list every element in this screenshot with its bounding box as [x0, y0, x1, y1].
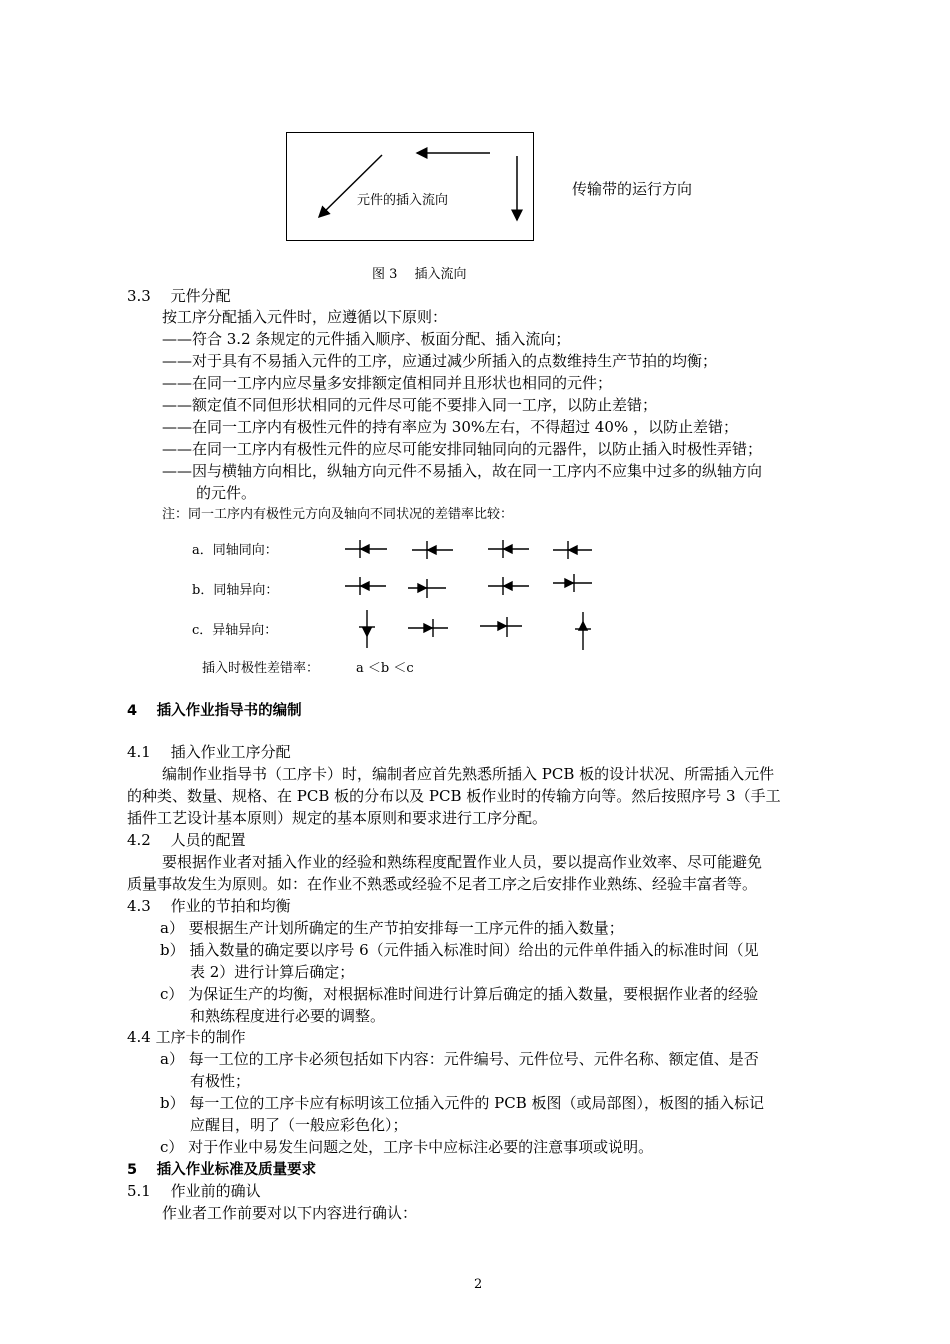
- polarity-symbol: [553, 541, 592, 559]
- rule-item: ——符合 3.2 条规定的元件插入顺序、板面分配、插入流向；: [162, 330, 571, 348]
- rule-item: ——在同一工序内应尽量多安排额定值相同并且形状也相同的元件；: [162, 374, 613, 392]
- list-item: c） 对于作业中易发生问题之处，工序卡中应标注必要的注意事项或说明。: [160, 1138, 654, 1156]
- polarity-note: 注：同一工序内有极性元方向及轴向不同状况的差错率比较：: [162, 507, 514, 522]
- rule-item: ——因与横轴方向相比，纵轴方向元件不易插入，故在同一工序内不应集中过多的纵轴方向: [162, 462, 763, 480]
- polarity-symbol: [408, 579, 446, 598]
- polarity-symbol: [408, 619, 448, 637]
- conveyor-direction-label: 传输带的运行方向: [572, 180, 693, 198]
- error-rate-value: a ＜b ＜c: [356, 661, 414, 676]
- flow-inner-label: 元件的插入流向: [357, 193, 449, 208]
- list-item: a） 要根据生产计划所确定的生产节拍安排每一工序元件的插入数量；: [160, 919, 624, 937]
- paragraph-line: 要根据作业者对插入作业的经验和熟练程度配置作业人员，要以提高作业效率、尽可能避免: [162, 853, 763, 871]
- error-rate-label: 插入时极性差错率：: [202, 661, 320, 676]
- polarity-symbol: [345, 577, 386, 595]
- polarity-symbol: [553, 574, 592, 592]
- row-b-label: b．同轴异向：: [192, 583, 279, 598]
- row-a-label: a．同轴同向：: [192, 543, 278, 558]
- polarity-symbol: [488, 540, 529, 558]
- polarity-symbol: [359, 610, 375, 648]
- polarity-symbol: [488, 577, 529, 595]
- list-item-continued: 应醒目，明了（一般应彩色化）；: [190, 1116, 408, 1134]
- rule-item: ——在同一工序内有极性元件的持有率应为 30%左右，不得超过 40% ，以防止差错；: [162, 418, 738, 436]
- polarity-symbol: [480, 617, 522, 637]
- list-item: b） 插入数量的确定要以序号 6（元件插入标准时间）给出的元件单件插入的标准时间（见: [160, 941, 759, 959]
- list-item: b） 每一工位的工序卡应有标明该工位插入元件的 PCB 板图（或局部图），板图的插入标记: [160, 1094, 765, 1112]
- section-4-heading: 4 插入作业指导书的编制: [127, 703, 302, 719]
- section-5-heading: 5 插入作业标准及质量要求: [127, 1162, 317, 1178]
- section-5-1-intro: 作业者工作前要对以下内容进行确认：: [162, 1204, 418, 1222]
- rule-item: ——在同一工序内有极性元件的应尽可能安排同轴同向的元器件，以防止插入时极性弄错；: [162, 440, 763, 458]
- rule-item-continued: 的元件。: [196, 484, 257, 502]
- row-c-label: c．异轴异向：: [192, 623, 278, 638]
- polarity-symbol: [412, 541, 453, 559]
- paragraph-line: 质量事故发生为原则。如：在作业不熟悉或经验不足者工序之后安排作业熟练、经验丰富者等。: [127, 875, 758, 893]
- section-4-3-heading: 4.3 作业的节拍和均衡: [127, 897, 291, 915]
- section-4-2-heading: 4.2 人员的配置: [127, 831, 246, 849]
- list-item: c） 为保证生产的均衡，对根据标准时间进行计算后确定的插入数量，要根据作业者的经验: [160, 985, 759, 1003]
- polarity-symbol: [575, 612, 591, 650]
- polarity-symbol: [345, 540, 387, 558]
- section-3-3-intro: 按工序分配插入元件时，应遵循以下原则：: [162, 308, 448, 326]
- list-item-continued: 有极性；: [190, 1072, 251, 1090]
- list-item-continued: 和熟练程度进行必要的调整。: [190, 1007, 386, 1025]
- section-5-1-heading: 5.1 作业前的确认: [127, 1182, 261, 1200]
- section-4-4-heading: 4.4 工序卡的制作: [127, 1028, 246, 1046]
- paragraph-line: 插件工艺设计基本原则）规定的基本原则和要求进行工序分配。: [127, 809, 548, 827]
- page-number: 2: [474, 1277, 483, 1292]
- paragraph-line: 编制作业指导书（工序卡）时，编制者应首先熟悉所插入 PCB 板的设计状况、所需插入元件: [162, 765, 775, 783]
- section-3-3-heading: 3.3 元件分配: [127, 287, 231, 305]
- figure-caption: 图 3 插入流向: [372, 267, 467, 282]
- list-item-continued: 表 2）进行计算后确定；: [190, 963, 355, 981]
- rule-item: ——对于具有不易插入元件的工序，应通过减少所插入的点数维持生产节拍的均衡；: [162, 352, 718, 370]
- section-4-1-heading: 4.1 插入作业工序分配: [127, 743, 291, 761]
- list-item: a） 每一工位的工序卡必须包括如下内容：元件编号、元件位号、元件名称、额定值、是否: [160, 1050, 759, 1068]
- paragraph-line: 的种类、数量、规格、在 PCB 板的分布以及 PCB 板作业时的传输方向等。然后按照序号 3（手工: [127, 787, 781, 805]
- rule-item: ——额定值不同但形状相同的元件尽可能不要排入同一工序，以防止差错；: [162, 396, 658, 414]
